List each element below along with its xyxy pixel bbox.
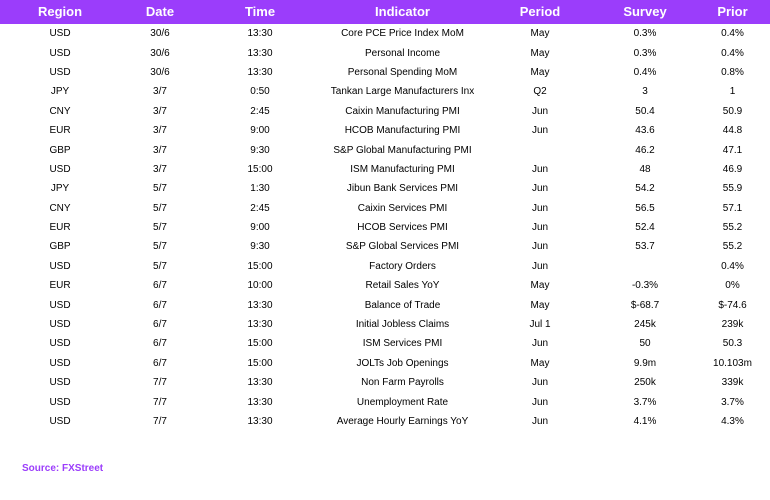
cell-region: JPY (50, 183, 70, 195)
cell-time: 1:30 (250, 183, 270, 195)
cell-date: 6/7 (153, 280, 167, 292)
cell-indicator: Core PCE Price Index MoM (341, 28, 464, 40)
cell-survey: 56.5 (635, 202, 655, 214)
cell-date: 5/7 (153, 222, 167, 234)
cell-prior: 4.3% (721, 416, 744, 427)
table-row (0, 160, 770, 179)
table-row (0, 237, 770, 256)
cell-survey (595, 257, 695, 276)
table-row (0, 121, 770, 140)
table-row (0, 63, 770, 82)
cell-region: USD (49, 357, 71, 369)
cell-indicator: Balance of Trade (364, 299, 441, 311)
cell-survey: 250k (634, 377, 656, 389)
cell-time: 13:30 (247, 416, 273, 427)
cell-survey: -0.3% (631, 280, 659, 292)
cell-indicator: Average Hourly Earnings YoY (336, 416, 469, 427)
cell-indicator: ISM Services PMI (362, 338, 443, 350)
cell-region: USD (49, 163, 71, 175)
cell-region: USD (49, 28, 71, 40)
cell-period: Jun (531, 183, 549, 195)
cell-prior: 55.2 (722, 241, 743, 253)
cell-region: USD (49, 260, 71, 272)
cell-region: CNY (49, 202, 71, 214)
cell-region: USD (49, 416, 71, 427)
cell-prior: 55.9 (722, 183, 743, 195)
cell-region: USD (49, 338, 71, 350)
cell-region: USD (49, 396, 71, 408)
header-row (0, 0, 770, 24)
cell-region: JPY (50, 86, 70, 98)
cell-date: 3/7 (153, 125, 167, 137)
cell-survey: 245k (634, 319, 656, 331)
cell-indicator: ISM Manufacturing PMI (350, 163, 455, 175)
cell-region: EUR (49, 222, 71, 234)
source-note: Source: FXStreet (22, 463, 104, 474)
cell-prior: 0.8% (721, 66, 744, 78)
cell-survey: 9.9m (633, 357, 657, 369)
cell-survey: 52.4 (635, 222, 655, 234)
cell-prior: 44.8 (722, 125, 743, 137)
cell-survey: 0.3% (633, 47, 657, 59)
header-prior: Prior (717, 4, 748, 19)
cell-region: USD (49, 319, 71, 331)
cell-indicator: Factory Orders (369, 260, 436, 272)
cell-time: 9:30 (250, 241, 270, 253)
cell-period: Jun (531, 416, 549, 427)
cell-prior: 0% (725, 280, 740, 292)
table-row (0, 354, 770, 373)
table-row (0, 412, 770, 431)
cell-indicator: Retail Sales YoY (365, 280, 440, 292)
cell-period: May (530, 357, 550, 369)
header-date: Date (145, 4, 175, 19)
cell-indicator: HCOB Manufacturing PMI (344, 125, 461, 137)
cell-survey: 3.7% (633, 396, 657, 408)
cell-time: 15:00 (247, 357, 273, 369)
cell-survey: 3 (642, 86, 648, 98)
table-row (0, 315, 770, 334)
cell-survey: 50 (639, 338, 651, 350)
cell-survey: 4.1% (633, 416, 657, 427)
cell-period: Jun (531, 338, 549, 350)
cell-region: USD (49, 299, 71, 311)
cell-period: May (530, 299, 550, 311)
cell-time: 9:00 (250, 125, 270, 137)
cell-time: 13:30 (247, 319, 273, 331)
cell-prior: 57.1 (722, 202, 743, 214)
cell-time: 2:45 (250, 202, 270, 214)
cell-survey: $-68.7 (630, 299, 660, 311)
cell-date: 7/7 (153, 396, 167, 408)
table-row (0, 334, 770, 353)
cell-date: 30/6 (150, 28, 170, 40)
cell-prior: 10.103m (713, 357, 752, 369)
cell-region: USD (49, 66, 71, 78)
cell-period: Jul 1 (529, 319, 551, 331)
cell-region: USD (49, 377, 71, 389)
cell-survey: 48 (639, 163, 651, 175)
cell-region: CNY (49, 105, 71, 117)
table-row (0, 276, 770, 295)
cell-period: Jun (531, 396, 549, 408)
cell-indicator: Jibun Bank Services PMI (346, 183, 459, 195)
cell-date: 6/7 (153, 319, 167, 331)
cell-region: EUR (49, 280, 71, 292)
cell-date: 30/6 (150, 66, 170, 78)
cell-period: Jun (531, 163, 549, 175)
cell-date: 6/7 (153, 357, 167, 369)
cell-indicator: Non Farm Payrolls (361, 377, 444, 389)
cell-survey: 54.2 (635, 183, 655, 195)
cell-period: Jun (531, 241, 549, 253)
cell-survey: 53.7 (635, 241, 655, 253)
cell-date: 3/7 (153, 86, 167, 98)
table-row (0, 257, 770, 276)
cell-date: 6/7 (153, 338, 167, 350)
cell-period: Jun (531, 105, 549, 117)
header-region: Region (37, 4, 83, 19)
cell-date: 7/7 (153, 377, 167, 389)
header-survey: Survey (623, 4, 667, 19)
cell-indicator: Caixin Services PMI (357, 202, 448, 214)
cell-prior: 47.1 (722, 144, 743, 156)
cell-period: May (530, 28, 550, 40)
cell-prior: 0.4% (721, 28, 744, 40)
header-period: Period (519, 4, 561, 19)
cell-prior: 0.4% (721, 47, 744, 59)
header-time: Time (244, 4, 276, 19)
cell-date: 3/7 (153, 105, 167, 117)
table-row (0, 392, 770, 411)
cell-indicator: S&P Global Services PMI (345, 241, 460, 253)
cell-period: Jun (531, 125, 549, 137)
cell-prior: 46.9 (722, 163, 743, 175)
cell-date: 3/7 (153, 163, 167, 175)
table-row (0, 295, 770, 314)
cell-date: 6/7 (153, 299, 167, 311)
cell-time: 9:30 (250, 144, 270, 156)
cell-time: 2:45 (250, 105, 270, 117)
cell-time: 13:30 (247, 66, 273, 78)
cell-time: 13:30 (247, 299, 273, 311)
cell-indicator: Initial Jobless Claims (355, 319, 450, 331)
table-row (0, 373, 770, 392)
cell-survey: 43.6 (635, 125, 655, 137)
table-row (0, 218, 770, 237)
cell-prior: 55.2 (722, 222, 743, 234)
header-indicator: Indicator (375, 4, 430, 19)
cell-date: 5/7 (153, 202, 167, 214)
cell-date: 30/6 (150, 47, 170, 59)
cell-region: GBP (49, 241, 71, 253)
cell-time: 13:30 (247, 28, 273, 40)
cell-indicator: JOLTs Job Openings (356, 357, 449, 369)
table-row (0, 24, 770, 43)
table-row (0, 43, 770, 62)
cell-region: EUR (49, 125, 71, 137)
cell-indicator: Personal Spending MoM (347, 66, 458, 78)
cell-prior: 339k (721, 377, 744, 389)
cell-period: Jun (531, 260, 549, 272)
cell-date: 7/7 (153, 416, 167, 427)
cell-time: 15:00 (247, 338, 273, 350)
cell-indicator: Tankan Large Manufacturers Inx (330, 86, 475, 98)
table-body (0, 24, 770, 431)
cell-prior: 50.9 (722, 105, 743, 117)
cell-prior: 239k (721, 319, 744, 331)
cell-time: 0:50 (250, 86, 270, 98)
cell-period: Jun (531, 202, 549, 214)
cell-period: Jun (531, 377, 549, 389)
cell-date: 5/7 (153, 183, 167, 195)
cell-indicator: Personal Income (364, 47, 441, 59)
table-row (0, 102, 770, 121)
cell-date: 3/7 (153, 144, 167, 156)
cell-survey: 50.4 (635, 105, 655, 117)
cell-period (485, 140, 595, 159)
cell-prior: $-74.6 (718, 299, 747, 311)
cell-prior: 0.4% (721, 260, 744, 272)
cell-time: 13:30 (247, 377, 273, 389)
cell-period: May (530, 280, 550, 292)
cell-date: 5/7 (153, 241, 167, 253)
table-row (0, 199, 770, 218)
cell-time: 13:30 (247, 396, 273, 408)
cell-indicator: HCOB Services PMI (357, 222, 448, 234)
cell-region: GBP (49, 144, 71, 156)
cell-prior: 3.7% (721, 396, 744, 408)
cell-indicator: Caixin Manufacturing PMI (345, 105, 460, 117)
table-row (0, 82, 770, 101)
cell-time: 15:00 (247, 163, 273, 175)
table-row (0, 140, 770, 159)
cell-region: USD (49, 47, 71, 59)
cell-period: Jun (531, 222, 549, 234)
cell-period: Q2 (533, 86, 547, 98)
cell-prior: 50.3 (722, 338, 743, 350)
cell-time: 9:00 (250, 222, 270, 234)
cell-survey: 0.4% (633, 66, 657, 78)
cell-time: 10:00 (247, 280, 273, 292)
cell-time: 13:30 (247, 47, 273, 59)
cell-date: 5/7 (153, 260, 167, 272)
cell-period: May (530, 66, 550, 78)
cell-survey: 46.2 (635, 144, 655, 156)
table-row (0, 179, 770, 198)
cell-prior: 1 (729, 86, 736, 98)
cell-indicator: S&P Global Manufacturing PMI (333, 144, 472, 156)
cell-period: May (530, 47, 550, 59)
cell-indicator: Unemployment Rate (356, 396, 449, 408)
table-header (0, 0, 770, 24)
cell-time: 15:00 (247, 260, 273, 272)
cell-survey: 0.3% (633, 28, 657, 40)
